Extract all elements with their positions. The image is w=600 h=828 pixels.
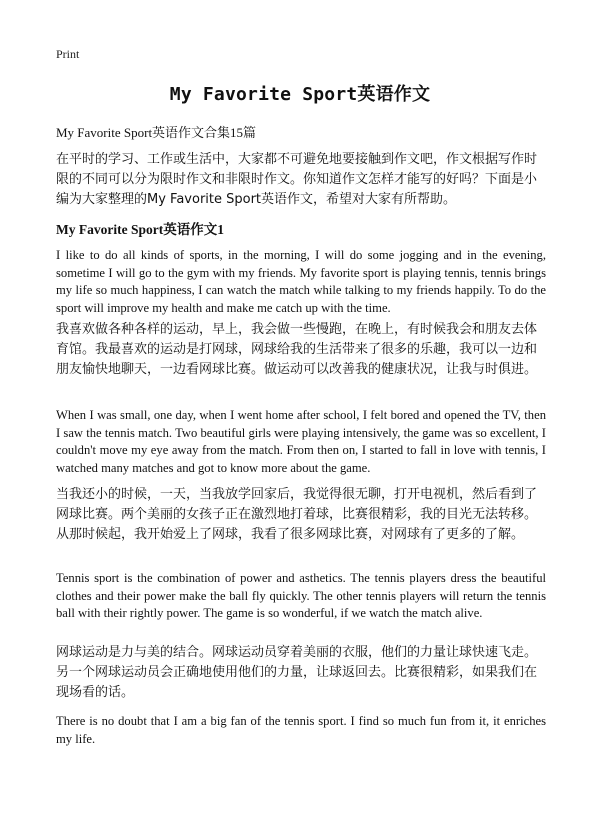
paragraph-en-2: When I was small, one day, when I went home after school, I felt bored and opened the TV, then I saw the tennis match. Two beautiful girls were playing intensively, the game was so excellent, I couldn't move my eye away from the match. From then on, I started to fall in love with tennis, I watched many matches and got to know more about the game.: [56, 408, 546, 475]
paragraph-en-4: There is no doubt that I am a big fan of the tennis sport. I find so much fun from it, it enriches my life.: [56, 714, 546, 746]
paragraph-zh-1: 我喜欢做各种各样的运动，早上，我会做一些慢跑，在晚上，有时候我会和朋友去体育馆。我最喜欢的运动是打网球，网球给我的生活带来了很多的乐趣，我可以一边和朋友愉快地聊天，一边看网球比赛。做运动可以改善我的健康状况，让我与时俱进。: [56, 322, 538, 377]
print-link[interactable]: Print: [56, 47, 80, 61]
paragraph-zh-2: 当我还小的时候，一天，当我放学回家后，我觉得很无聊，打开电视机，然后看到了网球比赛。两个美丽的女孩子正在激烈地打着球，比赛很精彩，我的目光无法转移。从那时候起，我开始爱上了网球，我看了很多网球比赛，对网球有了更多的了解。: [56, 487, 538, 542]
page-title: My Favorite Sport英语作文: [169, 84, 431, 105]
paragraph-en-1: I like to do all kinds of sports, in the morning, I will do some jogging and in the evening, sometime I will go to the gym with my friends. My favorite sport is playing tennis, tennis brings my life so much happiness, I can watch the match while talking to my friends happily. To do the sport will improve my health and make me catch up with the time.: [56, 248, 546, 315]
intro-paragraph: 在平时的学习、工作或生活中，大家都不可避免地要接触到作文吧，作文根据写作时限的不同可以分为限时作文和非限时作文。你知道作文怎样才能写的好吗？下面是小编为大家整理的My Favorite Sport英语作文，希望对大家有所帮助。: [56, 152, 538, 207]
paragraph-en-3: Tennis sport is the combination of power and asthetics. The tennis players dress the beautiful clothes and their power make the ball fly quickly. The other tennis players will return the tennis ball with their rightly power. The game is so wonderful, if we watch the match alive.: [56, 571, 546, 620]
paragraph-zh-3: 网球运动是力与美的结合。网球运动员穿着美丽的衣服，他们的力量让球快速飞走。另一个网球运动员会正确地使用他们的力量，让球返回去。比赛很精彩，如果我们在现场看的话。: [56, 645, 538, 700]
page-subtitle: My Favorite Sport英语作文合集15篇: [56, 125, 257, 140]
essay-heading: My Favorite Sport英语作文1: [56, 222, 224, 237]
